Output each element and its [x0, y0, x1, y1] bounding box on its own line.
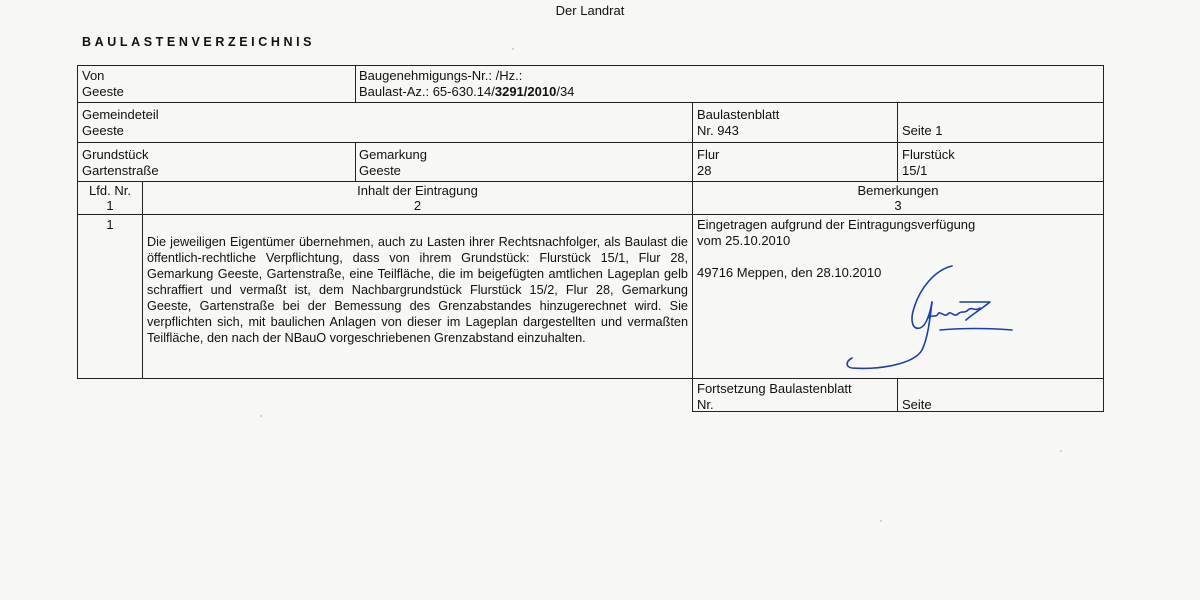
continuation-label: Fortsetzung Baulastenblatt — [697, 381, 852, 396]
baulast-az-suffix: /34 — [556, 84, 575, 99]
signature-icon — [840, 258, 1020, 378]
baulast-az-prefix: Baulast-Az.: 65-630.14/ — [359, 84, 495, 99]
lfd-nr-label: Lfd. Nr. — [89, 183, 131, 198]
inhalt-label: Inhalt der Eintragung — [357, 183, 478, 198]
authority-line: Der Landrat — [555, 3, 625, 18]
baulastenblatt-label: Baulastenblatt — [697, 107, 780, 122]
baulastenblatt-number: Nr. 943 — [697, 123, 739, 138]
gemarkung-value: Geeste — [359, 163, 401, 178]
permit-cell — [359, 68, 574, 100]
table-rule — [77, 65, 1104, 66]
flurstueck-value: 15/1 — [902, 163, 928, 178]
flurstueck-cell — [902, 147, 955, 179]
grundstueck-label: Grundstück — [82, 147, 149, 162]
gemeindeteil-value: Geeste — [82, 123, 124, 138]
document-title: BAULASTENVERZEICHNIS — [82, 35, 316, 49]
gemarkung-label: Gemarkung — [359, 147, 427, 162]
continuation-page: Seite — [902, 397, 932, 412]
table-rule — [897, 102, 898, 182]
table-rule — [77, 214, 1104, 215]
baulast-az-separator: / — [523, 84, 528, 99]
baulastenblatt-cell — [697, 107, 779, 139]
continuation-cell — [697, 381, 852, 413]
grundstueck-cell — [82, 147, 159, 179]
remark-line-1: Eingetragen aufgrund der Eintragungsverfügung — [697, 217, 976, 232]
table-rule — [77, 181, 1104, 182]
scan-speck — [880, 520, 882, 522]
entry-number: 1 — [106, 217, 114, 232]
remark-place-date: 49716 Meppen, den 28.10.2010 — [697, 265, 882, 280]
continuation-nr: Nr. — [697, 397, 714, 412]
table-rule — [897, 378, 898, 412]
bemerkungen-header — [693, 183, 1103, 213]
table-rule — [77, 378, 1104, 379]
table-rule — [692, 102, 693, 412]
table-rule — [77, 142, 1104, 143]
flur-label: Flur — [697, 147, 720, 162]
von-cell — [82, 68, 124, 100]
permit-number-label: Baugenehmigungs-Nr.: /Hz.: — [359, 68, 523, 83]
page-number: Seite 1 — [902, 123, 943, 138]
scan-speck — [260, 415, 262, 417]
flurstueck-label: Flurstück — [902, 147, 955, 162]
grundstueck-value: Gartenstraße — [82, 163, 159, 178]
flur-value: 28 — [697, 163, 712, 178]
gemeindeteil-cell — [82, 107, 159, 139]
baulast-az — [359, 84, 574, 100]
von-value: Geeste — [82, 84, 124, 99]
gemeindeteil-label: Gemeindeteil — [82, 107, 159, 122]
inhalt-column-number: 2 — [413, 198, 422, 213]
bemerkungen-label: Bemerkungen — [857, 183, 939, 198]
baulast-az-number: 3291 — [494, 84, 524, 99]
lfd-nr-header — [78, 183, 142, 213]
remark-line-2: vom 25.10.2010 — [697, 233, 791, 248]
lfd-nr-column-number: 1 — [106, 198, 114, 213]
table-rule — [355, 65, 356, 103]
flur-cell — [697, 147, 719, 179]
table-rule — [77, 102, 1104, 103]
scan-speck — [1060, 450, 1062, 452]
entry-content: Die jeweiligen Eigentümer übernehmen, auch zu Lasten ihrer Rechtsnachfolger, als Baulast die öffentlich-rechtliche Verpflichtung, dass von ihrem Grundstück: Flurstück 15/1, Flur 28, Gemarkung Geeste, Gartenstraße, eine Teilfläche, die im beigefügten amtlichen Lageplan gelb schraffiert und vermaßt ist, dem Nachbargrundstück Flurstück 15/2, Flur 28, Gemarkung Geeste, Gartenstraße bei der Bemessung des Grenzabstandes hinzugerechnet wird. Sie verpflichten sich, mit baulichen Anlagen von dieser im Lageplan dargestellten und vermaßten Teilfläche, den nach der NBauO vorgeschriebenen Grenzabstand einzuhalten. — [147, 235, 688, 345]
inhalt-header — [143, 183, 692, 213]
von-label: Von — [82, 68, 105, 83]
bemerkungen-column-number: 3 — [894, 198, 902, 213]
gemarkung-cell — [359, 147, 427, 179]
table-rule — [355, 142, 356, 182]
baulast-az-year: 2010 — [527, 84, 557, 99]
scan-speck — [512, 48, 514, 50]
table-rule — [1103, 65, 1104, 412]
